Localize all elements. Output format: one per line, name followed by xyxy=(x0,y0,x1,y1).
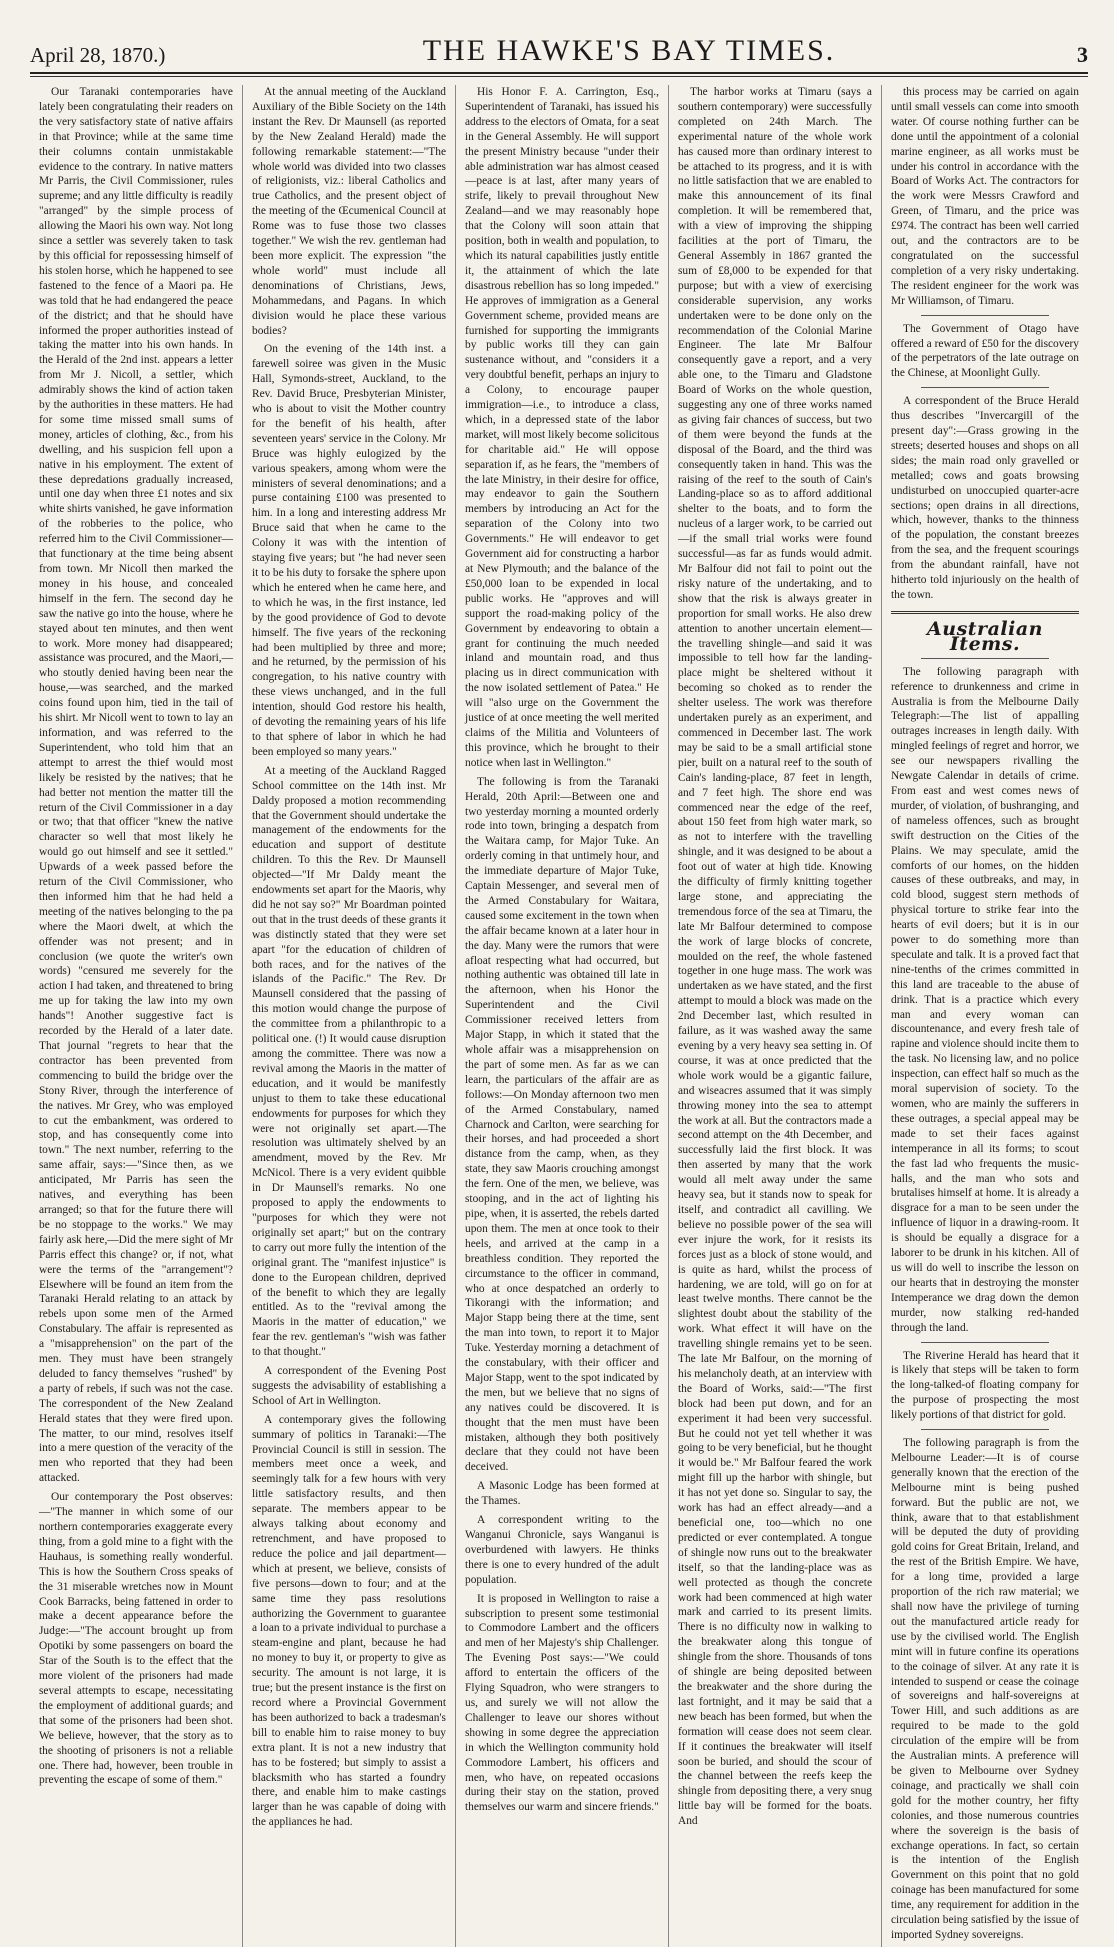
article-paragraph: The following paragraph with reference to drunkenness and crime in Australia is from the Melbourne Daily Telegraph:—The list of appalling outrages increases in length daily. With mingled feelings of regret and horror, we see our newspapers rivalling the Newgate Calendar in details of crime. From east and west comes news of murder, of violation, of bushranging, and of nameless offences, such as brought swift destruction on the Cities of the Plains. We may speculate, amid the comforts of our homes, on the hidden causes of these outbreaks, and may, in cold blood, suggest stern methods of physical torture to strike fear into the hearts of evil doers; but it is in our power to do something more than speculate and talk. It is a proved fact that nine-tenths of the crimes committed in this land are traceable to the abuse of drink. That is a practice which every man and every woman can discountenance, and every fresh tale of rapine and violence should incite them to the task. No licensing law, and no police inspection, can effect half so much as the moral supervision of society. To the women, who are mainly the sufferers in these outrages, a special appeal may be made to set their faces against intemperance in all its forms; to scout the fast lad who frequents the music-halls, and the man who sots and brutalises himself at home. It is already a disgrace for a man to be seen under the influence of liquor in a drawing-room. It is should be equally a disgrace for a laborer to be drunk in his kitchen. All of us will do well to inscribe the lesson on our hearts that in destroying the monster Intemperance we drag down the demon murder, now stalking red-handed through the land. xyxy=(891,665,1079,1334)
article-paragraph: On the evening of the 14th inst. a farewell soiree was given in the Music Hall, Symonds-street, Auckland, to the Rev. David Bruce, Presbyterian Minister, who is about to visit the Mother country for the benefit of his health, after seventeen years' service in the Colony. Mr Bruce was highly eulogized by the various speakers, among whom were the ministers of several denominations; and a purse containing £100 was presented to him. In a long and interesting address Mr Bruce said that when he came to the Colony it was with the intention of staying five years; but "he had never seen it to be his duty to forsake the sphere upon which he entered when he came here, and to which he was, in the first instance, led by the good providence of God to devote himself. The five years of the reckoning had been multiplied by three and more; and he returned, by the permission of his congregation, to his native country with these views unchanged, and in the full intention, should God restore his health, of devoting the remaining years of his life to that sphere of labor in which he had been employed so many years." xyxy=(252,343,446,758)
issue-date: April 28, 1870.) xyxy=(30,43,166,67)
paragraph-divider xyxy=(921,387,1049,388)
masthead xyxy=(30,36,1088,74)
article-paragraph: A correspondent of the Bruce Herald thus describes "Invercargill of the present day":—Grass growing in the streets; deserted houses and shops on all sides; the main road only gravelled or metalled; cows and goats browsing undisturbed on unoccupied quarter-acre sections; open drains in all directions, which, however, thanks to the thinness of the population, the constant breezes from the sea, and the frequent scourings from the abundant rainfall, have not hitherto told injuriously on the health of the town. xyxy=(891,395,1079,601)
article-paragraph: The Riverine Herald has heard that it is likely that steps will be taken to form the long-talked-of floating company for the purpose of prospecting the most likely portions of that district for gold. xyxy=(891,1349,1079,1422)
header-rule xyxy=(30,74,1088,77)
section-heading: Australian Items. xyxy=(927,617,1043,655)
paragraph-divider xyxy=(921,1429,1049,1430)
article-paragraph: At the annual meeting of the Auckland Auxiliary of the Bible Society on the 14th instant the Rev. Dr Maunsell (as reported by the New Zealand Herald) made the following remarkable statement:—"The whole world was divided into two classes of religionists, viz.: liberal Catholics and true Catholics, and the present object of the meeting of the Œcumenical Council at Rome was to fuse those two classes together." We wish the rev. gentleman had been more explicit. The expression "the whole world" must include all denominations of Christians, Jews, Mohammedans, and Pagans. In which division would he place these various bodies? xyxy=(252,86,446,337)
article-paragraph: Our Taranaki contemporaries have lately been congratulating their readers on the very satisfactory state of native affairs in that Province; while at the same time their columns contain unmistakable evidence to the contrary. In native matters Mr Parris, the Civil Commissioner, rules supreme; and any little difficulty is readily "arranged" by the simple process of allowing the Maori his own way. Not long since a settler was severely taken to task by this official for repossessing himself of his stolen horse, which he happened to see fastened to the fence of a Maori pa. He was told that he had endangered the peace of the district; and that he should have informed the proper authorities instead of taking the matter into his own hands. In the Herald of the 2nd inst. appears a letter from Mr J. Nicoll, a settler, which admirably shows the kind of action taken by the authorities in these matters. He had for some time missed small sums of money, articles of clothing, &c., from his dwelling, and his suspicion fell upon a native in his employment. The extent of these depredations gradually increased, until one day when three £1 notes and six white shirts vanished, he gave information of the robberies to the police, who referred him to the Civil Commissioner—that functionary at the time being absent from town. Mr Nicoll then marked the money in his house, and concealed himself in the fern. The second day he saw the native go into the house, where he stayed about ten minutes, and then went to work. More money had disappeared; assistance was procured, and the Maori,—who stoutly denied having been near the house,—was searched, and the marked coins found upon him, tied in the tail of his shirt. Mr Nicoll went to town to lay an information, and was referred to the Superintendent, who told him that an attempt to arrest the thief would most likely be resisted by the natives; that he had better not mention the matter till the return of the Civil Commissioner in a day or two; that that officer "knew the native character so well that most likely he would go out himself and see it settled." Upwards of a week passed before the return of the Civil Commissioner, who then informed him that he had held a meeting of the natives belonging to the pa where the Maori dwelt, at which the offender was not present; and in conclusion (we quote the writer's own words) "censured me severely for the action I had taken, and threatened to bring me up for taking the law into my own hands"! Another suggestive fact is recorded by the Herald of a later date. That journal "regrets to hear that the contractor has been prevented from commencing to build the bridge over the Stony River, through the interference of the natives. Mr Grey, who was employed to cut the embankment, was ordered to stop, and has consequently come into town." The next number, referring to the same affair, says:—"Since then, as we anticipated, Mr Parris has seen the natives, and everything has been arranged; so that for the future there will be no stoppage to the works." We may fairly ask here,—Did the mere sight of Mr Parris effect this change? or, if not, what were the terms of the "arrangement"? Elsewhere will be found an item from the Taranaki Herald relating to an attack by rebels upon some men of the Armed Constabulary. The affair is represented as a "misapprehension" on the part of the men. They must have been strangely deluded to fancy themselves "rushed" by a party of rebels, if such was not the case. The correspondent of the New Zealand Herald states that they were fired upon. The matter, to our mind, resolves itself into a mere question of the veracity of the men who reported that they had been attacked. xyxy=(39,86,234,1485)
article-paragraph: At a meeting of the Auckland Ragged School committee on the 14th inst. Mr Daldy proposed a motion recommending that the Government should undertake the management of the endowments for the education and support of destitute children. To this the Rev. Dr Maunsell objected—"If Mr Daldy meant the endowments set apart for the Maoris, why did he not say so?" Mr Boardman pointed out that in the trust deeds of these grants it was distinctly stated that they were set apart "for the education of children of both races, and for the natives of the islands of the Pacific." The Rev. Dr Maunsell considered that the passing of this motion would change the purpose of the committee from a philanthropic to a political one. (!) It would cause disruption among the committee. There was now a revival among the Maoris in the matter of education, and it would be manifestly unjust to them to take these educational endowments for purposes for which they were not originally set apart.—The resolution was ultimately shelved by an amendment, moved by the Rev. Mr McNicol. There is a very evident quibble in Dr Maunsell's remarks. No one proposed to apply the endowments to "purposes for which they were not originally set apart;" but on the contrary to carry out more fully the intention of the original grant. The "manifest injustice" is done to the European children, deprived of the benefit to which they are legally entitled. As to the "revival among the Maoris in the matter of education," we fear the rev. gentleman's "wish was father to that thought." xyxy=(252,764,446,1359)
article-paragraph: His Honor F. A. Carrington, Esq., Superintendent of Taranaki, has issued his address to the electors of Omata, for a seat in the General Assembly. He will support the present Ministry because "under their able administration war has almost ceased—peace is at last, after many years of strife, likely to prevail throughout New Zealand—and we may reasonably hope that the Colony will soon attain that position, both in wealth and population, to which its natural capabilities justly entitle it, the attainment of which the late disastrous rebellion has so long impeded." He approves of immigration as a General Government scheme, provided means are furnished for supporting the immigrants by public works till they can gain sustenance without, and "considers it a very doubtful benefit, perhaps an injury to a Colony, to encourage pauper immigration—i.e., to introduce a class, which, in a depressed state of the labor market, will most likely become solicitous for charitable aid." He will oppose separation if, as he fears, the "members of the late Ministry, in their desire for office, may endeavor to gain the Southern members by introducing an Act for the separation of the Colony into two Governments." He will endeavor to get Government aid for constructing a harbor at New Plymouth; and the balance of the £50,000 loan to be expended in local public works. He "approves and will support the road-making policy of the Government by endeavoring to obtain a grant for continuing the much needed inland and mountain road, and thus placing us in direct communication with the now isolated settlement of Patea." He will "also urge on the Government the justice of at once meeting the well merited claims of the Militia and Volunteers of this province, which he brought to their notice when last in Wellington." xyxy=(465,86,659,769)
article-paragraph: A contemporary gives the following summary of politics in Taranaki:—The Provincial Council is still in session. The members meet once a week, and seemingly talk for a few hours with very little satisfactory results, and then separate. The members appear to be always talking about economy and retrenchment, and have proposed to reduce the police and jail department—which at present, we believe, consists of five persons—down to four; and at the same time they pass resolutions authorizing the Government to guarantee a loan to a private individual to purchase a steam-engine and plant, because he had no money to buy it, or property to give as security. The amount is not large, it is true; but the present instance is the first on record where a Provincial Government has been authorized to back a tradesman's bill to enable him to raise money to buy extra plant. It is not a new industry that has to be fostered; but simply to assist a blacksmith who has started a foundry there, and enable him to make castings larger than he was capable of doing with the appliances he had. xyxy=(252,1413,446,1829)
article-paragraph: A Masonic Lodge has been formed at the Thames. xyxy=(465,1480,659,1508)
column-5 xyxy=(882,85,1088,1947)
article-paragraph: this process may be carried on again until small vessels can come into smooth water. Of course nothing further can be done until the appointment of a colonial marine engineer, as all works must be under his control in accordance with the Board of Works Act. The contractors for the work were Messrs Crawford and Green, of Timaru, and the price was £974. The contract has been well carried out, and the contractors are to be congratulated on the successful completion of a very risky undertaking. The resident engineer for the work was Mr Williamson, of Timaru. xyxy=(891,86,1079,307)
article-paragraph: The Government of Otago have offered a reward of £50 for the discovery of the perpetrators of the late outrage on the Chinese, at Moonlight Gully. xyxy=(891,322,1079,380)
article-paragraph: The harbor works at Timaru (says a southern contemporary) were successfully completed on 24th March. The experimental nature of the whole work has caused more than ordinary interest to be attached to its progress, and it is with no little satisfaction that we are enabled to make this announcement of its final completion. It will be remembered that, with a view of improving the shipping facilities at the port of Timaru, the General Assembly in 1867 granted the sum of £8,000 to be expended for that purpose; but with a view of exercising considerable supervision, any works undertaken were to be done only on the recommendation of the Colonial Marine Engineer. The late Mr Balfour consequently gave a report, and a very able one, to the Timaru and Gladstone Board of Works on the whole question, suggesting any one of three works named as giving fair chances of success, but two of them were beyond the funds at the disposal of the Board, and the third was consequently taken in hand. This was the raising of the reef to the south of Cain's Landing-place so as to afford additional shelter to the boats, and to form the nucleus of a larger work, to be carried out—if the small trial works were found successful—as far as funds would admit. Mr Balfour did not fail to point out the risky nature of the undertaking, and to show that the risk is always greater in proportion for small works. He also drew attention to another uncertain element—the travelling shingle—and said it was impossible to tell how far the landing-place might be sheltered without it becoming so choked as to render the shelter useless. The work was therefore undertaken purely as an experiment, and commenced in December last. The work may be said to be a small artificial stone pier, built on a natural reef to the south of Cain's landing-place, 87 feet in length, and 7 feet high. The shore end was commenced near the edge of the reef, about 150 feet from high water mark, so as not to interfere with the travelling shingle, and it was designed to be about a foot out of water at high tide. Knowing the difficulty of firmly knitting together large stone, and appreciating the tremendous force of the sea at Timaru, the late Mr Balfour determined to compose the work of large blocks of concrete, moulded on the reef, the whole fastened together in one huge mass. The work was undertaken as we have stated, and the first attempt to mould a block was made on the 2nd December last, which resulted in failure, as it was washed away the same evening by a very heavy sea setting in. Of course, it was at once predicted that the whole work would be a gigantic failure, and wiseacres assumed that it was simply throwing money into the sea to attempt the work at all. But the contractors made a second attempt on the 4th December, and successfully laid the first block. It was then asserted by many that the work would all melt away under the same heavy sea, but it stands now to speak for itself, and contradict all cavilling. We believe no possible power of the sea will ever injure the work, for it resists its forces just as a block of stone would, and is quite as hard, whilst the process of hardening, we are told, will go on for at least twelve months. There cannot be the slightest doubt about the stability of the work. What effect it will have on the travelling shingle remains yet to be seen. The late Mr Balfour, on the morning of his melancholy death, at an interview with the Board of Works, said:—"The first block had been put down, and for an experiment it had been very successful. But he could not yet tell whether it was going to be very beneficial, but he thought it would be." Mr Balfour feared the work might fill up the harbor with shingle, but it has not yet done so. Singular to say, the work has had an effect already—and a beneficial one, too—which no one predicted or ever contemplated. A tongue of shingle now runs out to the breakwater itself, so that the landing-place was as well protected as though the concrete work had been commenced at high water mark and carried to its present limits. There is no difficulty now in walking to the breakwater along this tongue of shingle from the shore. Thousands of tons of shingle are being deposited between the breakwater and the shore during the last fortnight, and it may be said that a new beach has been formed, but when the formation will cease does not seem clear. If it continues the breakwater will itself soon be buried, and should the scour of the channel between the reefs keep the shingle from depositing there, a very snug little bay will be formed for the boats. And xyxy=(678,86,872,1828)
article-paragraph: The following paragraph is from the Melbourne Leader:—It is of course generally known that the erection of the Melbourne mint is being pushed forward. But the public are not, we think, aware that to that establishment will be deputed the duty of providing gold coins for Great Britain, Ireland, and the rest of the British Empire. We have, for a long time, provided a large proportion of the rich raw material; we shall now have the privilege of turning out the manufactured article ready for use by the civilised world. The English mint will in future confine its operations to the coinage of silver. At any rate it is intended to suspend or cease the coinage of sovereigns and half-sovereigns at Tower Hill, and such additions as are required to be made to the gold circulation of the empire will be from the Australian mints. A preference will be given to Melbourne over Sydney coinage, and practically we shall coin gold for the mother country, her fifty colonies, and those numerous countries where the sovereign is the basis of exchange operations. In fact, so certain is the intention of the English Government on this point that no gold coinage has been manufactured for some time, any requirement for addition in the circulation being satisfied by the issue of imported Sydney sovereigns. xyxy=(891,1437,1079,1941)
section-divider xyxy=(891,611,1079,614)
newspaper-title: THE HAWKE'S BAY TIMES. xyxy=(422,34,836,67)
article-columns xyxy=(30,85,1088,1941)
column-1 xyxy=(30,85,243,1947)
article-paragraph: The following is from the Taranaki Herald, 20th April:—Between one and two yesterday morning a mounted orderly rode into town, bringing a despatch from the Waitara camp, for Major Tuke. An orderly coming in that untimely hour, and the immediate departure of Major Tuke, Captain Messenger, and several men of the Armed Constabulary for Waitara, caused some excitement in the town when the affair became known at a later hour in the day. Many were the rumors that were afloat respecting what had occurred, but nothing authentic was obtained till late in the afternoon, when his Honor the Superintendent and the Civil Commissioner received letters from Major Stapp, in which it stated that the whole affair was a misapprehension on the part of some men. As far as we can learn, the particulars of the affair are as follows:—On Monday afternoon two men of the Armed Constabulary, named Charnock and Carlton, were searching for their horses, and had proceeded a short distance from the camp, when, as they state, they saw Maoris crouching amongst the fern. One of the men, we believe, was stooping, and in the act of lighting his pipe, when, it is asserted, the rebels darted upon them. The men at once took to their heels, and arrived at the camp in a breathless condition. They reported the circumstance to the officer in command, who at once despatched an orderly to Tikorangi with the information; and Major Stapp being there at the time, sent the man into town, to report it to Major Tuke. Yesterday morning a detachment of the constabulary, with their officer and Major Stapp, went to the spot indicated by the men, but we believe that no signs of any natives could be discovered. It is thought that the men must have been mistaken, although they both positively declare that they could not have been deceived. xyxy=(465,775,659,1474)
column-4 xyxy=(669,85,882,1947)
column-2 xyxy=(243,85,456,1947)
page-number: 3 xyxy=(1077,42,1088,67)
article-paragraph: Our contemporary the Post observes:—"The manner in which some of our northern contemporaries exaggerate every thing, from a gold mine to a fight with the Hauhaus, is something really wonderful. This is how the Southern Cross speaks of the 31 miserable wretches now in Mount Cook Barracks, being fattened in order to make a decent appearance before the Judge:—"The account brought up from Opotiki by some passengers on board the Star of the South is to the effect that the more violent of the prisoners had made several attempts to escape, necessitating the employment of additional guards; and that some of the prisoners had been shot. We believe, however, that the story as to the shooting of prisoners is not a reliable one. There had, however, been trouble in preventing the escape of some of them." xyxy=(39,1491,233,1787)
column-3 xyxy=(456,85,669,1947)
article-paragraph: It is proposed in Wellington to raise a subscription to present some testimonial to Commodore Lambert and the officers and men of her Majesty's ship Challenger. The Evening Post says:—"We could afford to entertain the officers of the Flying Squadron, who were strangers to us, and surely we will not allow the Challenger to leave our shores without showing in some degree the appreciation in which the Wellington community hold Commodore Lambert, his officers and men, who have, on repeated occasions during their stay on the station, proved themselves our warm and sincere friends." xyxy=(465,1592,659,1814)
paragraph-divider xyxy=(921,658,1049,659)
article-paragraph: A correspondent of the Evening Post suggests the advisability of establishing a School of Art in Wellington. xyxy=(252,1365,446,1407)
paragraph-divider xyxy=(921,1342,1049,1343)
article-paragraph: A correspondent writing to the Wanganui Chronicle, says Wanganui is overburdened with lawyers. He thinks there is one to every hundred of the adult population. xyxy=(465,1514,659,1586)
paragraph-divider xyxy=(921,315,1049,316)
